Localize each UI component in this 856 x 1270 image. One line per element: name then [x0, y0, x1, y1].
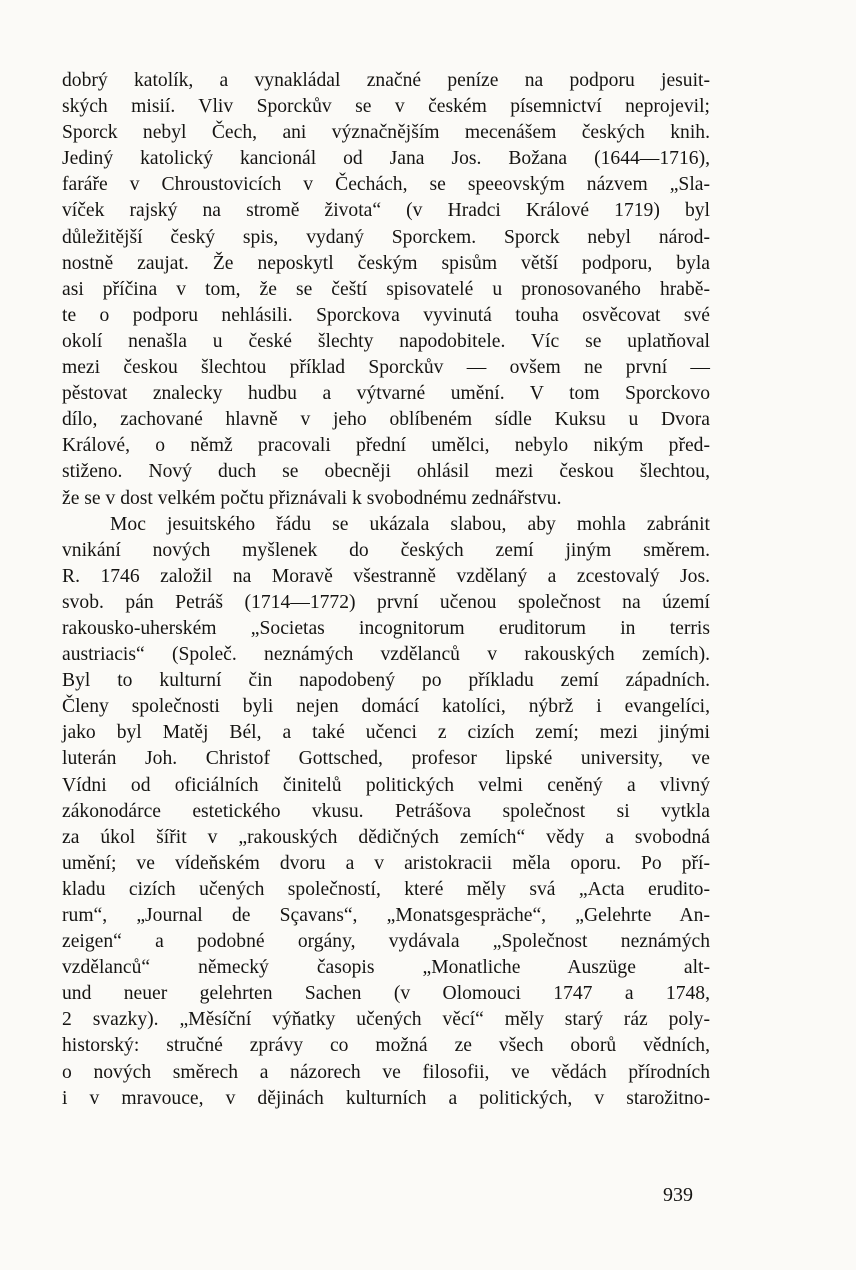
text-line: víček rajský na stromě života“ (v Hradci Králové 1719) byl — [62, 200, 710, 222]
text-line: vnikání nových myšlenek do českých zemí jiným směrem. — [62, 539, 710, 561]
text-line: ských misií. Vliv Sporckův se v českém písemnictví neprojevil; — [62, 96, 710, 118]
text-line: rakousko-uherském „Societas incognitorum eruditorum in terris — [62, 617, 710, 639]
text-line: Jediný katolický kancionál od Jana Jos. Božana (1644—1716), — [62, 148, 710, 170]
text-line: zákonodárce estetického vkusu. Petrášova společnost si vytkla — [62, 800, 710, 822]
body-text — [62, 68, 710, 1112]
text-line: luterán Joh. Christof Gottsched, profesor lipské university, ve — [62, 748, 710, 770]
text-line: pěstovat znalecky hudbu a výtvarné umění. V tom Sporckovo — [62, 383, 710, 405]
page-number: 939 — [663, 1184, 693, 1206]
text-line: kladu cizích učených společností, které měly svá „Acta eruditо- — [62, 878, 710, 900]
text-line: i v mravouce, v dějinách kulturních a politických, v starožitno- — [62, 1087, 710, 1109]
text-line: Vídni od oficiálních činitelů politických velmi ceněný a vlivný — [62, 774, 710, 796]
text-line: zeigen“ a podobné orgány, vydávala „Společnost neznámých — [62, 931, 710, 953]
text-line: o nových směrech a názorech ve filosofii, ve vědách přírodních — [62, 1061, 710, 1083]
text-line: vzdělanců“ německý časopis „Monatliche Auszüge alt- — [62, 957, 710, 979]
text-line: und neuer gelehrten Sachen (v Olomouci 1747 a 1748, — [62, 983, 710, 1005]
text-line: Králové, o němž pracovali přední umělci, nebylo nikým před- — [62, 435, 710, 457]
text-line: za úkol šířit v „rakouských dědičných zemích“ vědy a svobodná — [62, 826, 710, 848]
text-line: Byl to kulturní čin napodobený po příkladu zemí západních. — [62, 670, 710, 692]
paragraph-start-line: Moc jesuitského řádu se ukázala slabou, aby mohla zabránit — [110, 513, 710, 535]
text-line: jako byl Matěj Bél, a také učenci z cizích zemí; mezi jinými — [62, 722, 710, 744]
text-line: asi příčina v tom, že se čeští spisovatelé u pronosovaného hrabě- — [62, 278, 710, 300]
text-line: svob. pán Petráš (1714—1772) první učenou společnost na území — [62, 591, 710, 613]
text-line: umění; ve vídeňském dvoru a v aristokracii měla oporu. Po pří- — [62, 852, 710, 874]
text-line: nostně zaujat. Že neposkytl českým spisům větší podporu, byla — [62, 252, 710, 274]
text-line: 2 svazky). „Měsíční výňatky učených věcí“ měly starý ráz poly- — [62, 1009, 710, 1031]
text-line: rum“, „Journal de Sçavans“, „Monatsgespräche“, „Gelehrte An- — [62, 905, 710, 926]
text-line: austriacis“ (Společ. neznámých vzdělanců v rakouských zemích). — [62, 644, 710, 666]
text-line: R. 1746 založil na Moravě všestranně vzdělaný a zcestovalý Jos. — [62, 565, 710, 587]
text-line: důležitější český spis, vydaný Sporckem. Sporck nebyl národ- — [62, 226, 710, 248]
text-line: dobrý katolík, a vynakládal značné peníze na podporu jesuit- — [62, 70, 710, 91]
text-line: mezi českou šlechtou příklad Sporckův — ovšem ne první — — [62, 357, 710, 379]
text-line: okolí nenašla u české šlechty napodobitele. Víc se uplatňoval — [62, 330, 710, 352]
text-line: stiženo. Nový duch se obecněji ohlásil mezi českou šlechtou, — [62, 461, 710, 483]
text-line: te o podporu nehlásili. Sporckova vyvinutá touha osvěcovat své — [62, 304, 710, 326]
text-line: historský: stručné zprávy co možná ze všech oborů vědních, — [62, 1035, 710, 1057]
text-line: dílo, zachované hlavně v jeho oblíbeném sídle Kuksu u Dvora — [62, 409, 710, 431]
text-line: Členy společnosti byli nejen domácí katolíci, nýbrž i evangelíci, — [62, 696, 710, 718]
paragraph-end-line: že se v dost velkém počtu přiznávali k svobodnému zednářstvu. — [62, 487, 562, 509]
text-line: Sporck nebyl Čech, ani význačnějším mecenášem českých knih. — [62, 122, 710, 144]
text-line: faráře v Chroustovicích v Čechách, se speeovským názvem „Sla- — [62, 174, 710, 196]
